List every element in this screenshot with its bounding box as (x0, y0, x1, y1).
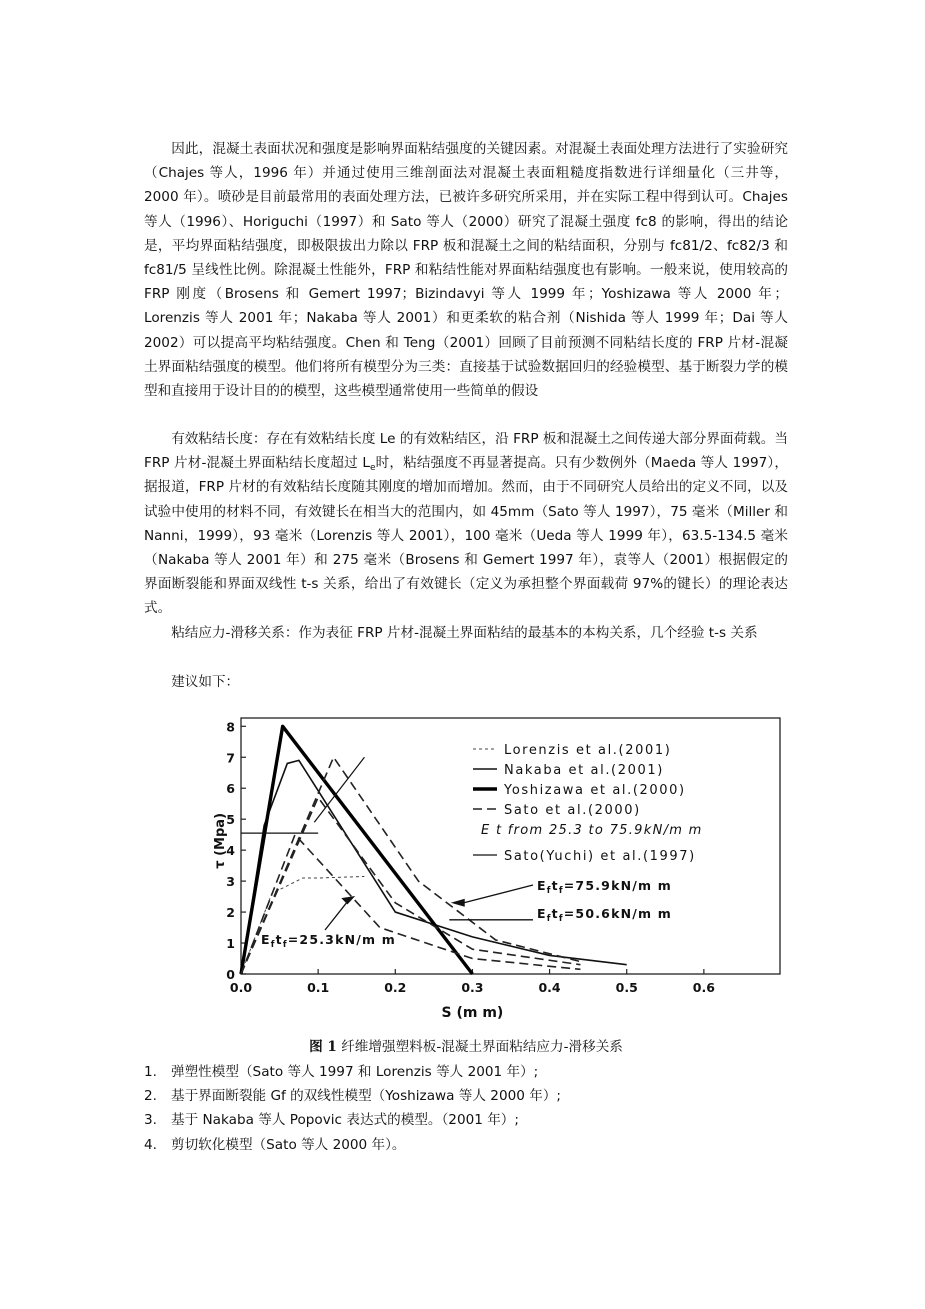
paragraph-bond-slip: 粘结应力-滑移关系：作为表征 FRP 片材-混凝土界面粘结的最基本的本构关系，几个经验 t-s 关系 (171, 625, 758, 641)
list-item (144, 1060, 788, 1084)
annotation-leader (314, 757, 364, 822)
annotation-subscript: f (282, 940, 288, 950)
annotation-subscript: f (546, 886, 552, 896)
x-tick-label: 0.5 (615, 980, 638, 995)
x-tick-label: 0.3 (461, 980, 484, 995)
annotation-text: t (551, 878, 559, 893)
annotation-text: =75.9kN/m m (563, 878, 673, 893)
annotation-text: t (551, 906, 559, 921)
annotation-arrowhead (341, 896, 355, 904)
x-axis-label: S (m m) (441, 1005, 504, 1021)
list-item (144, 1133, 788, 1157)
annotation-label (537, 906, 672, 924)
legend-label: Yoshizawa et al.(2000) (504, 783, 686, 798)
legend-label: Sato et al.(2000) (504, 803, 641, 818)
y-tick-label: 2 (226, 905, 235, 921)
paragraph-surface-condition: 因此，混凝土表面状况和强度是影响界面粘结强度的关键因素。对混凝土表面处理方法进行了实验研究（Chajes 等人，1996 年）并通过使用三维剖面法对混凝土表面粗糙度指数进行详细量化（三井等， 2000 年）。喷砂是目前最常用的表面处理方法，已被许多研究所采用，并在实际工程中得到认可。Chajes 等人（1996）、Horiguchi（1997）和 Sato 等人（2000）研究了混凝土强度 fc8 的影响，得出的结论是，平均界面粘结强度，即极限拔出力除以 FRP 板和混凝土之间的粘结面积，分别与 fc81/2、fc82/3 和 fc81/5 呈线性比例。除混凝土性能外，FRP 和粘结性能对界面粘结强度也有影响。一般来说，使用较高的 FRP 刚度（Brosens 和 Gemert 1997；Bizindavyi 等人 1999 年；Yoshizawa 等人 2000 年；Lorenzis 等人 2001 年；Nakaba 等人 2001）和更柔软的粘合剂（Nishida 等人 1999 年；Dai 等人 2002）可以提高平均粘结强度。Chen 和 Teng（2001）回顾了目前预测不同粘结长度的 FRP 片材-混凝土界面粘结强度的模型。他们将所有模型分为三类：直接基于试验数据回归的经验模型、基于断裂力学的模型和直接用于设计目的的模型，这些模型通常使用一些简单的假设 (144, 141, 788, 400)
y-tick-label: 7 (226, 750, 235, 766)
y-tick-label: 8 (226, 719, 235, 735)
list-item-number: 1. (144, 1064, 157, 1080)
paragraph-effective-bond-length (144, 427, 788, 621)
x-tick-label: 0.1 (307, 980, 330, 995)
legend-label: Sato(Yuchi) et al.(1997) (504, 849, 696, 864)
annotation-subscript: f (546, 914, 552, 924)
p2-text-before: 有效粘结长度：存在有效粘结长度 Le 的有效粘结区，沿 FRP 板和混凝土之间传递大部分界面荷载。当 FRP 片材-混凝土界面粘结长度超过 L (144, 431, 788, 472)
legend-note: E t from 25.3 to 75.9kN/m m (481, 823, 703, 838)
annotation-text: =50.6kN/m m (563, 906, 673, 921)
y-tick-label: 3 (226, 874, 235, 890)
y-tick-label: 6 (226, 781, 235, 797)
p2-subscript: e (369, 463, 376, 474)
figure-caption-text: 纤维增强塑料板-混凝土界面粘结应力-滑移关系 (341, 1039, 623, 1055)
annotation-subscript: f (558, 886, 564, 896)
annotation-text: E (261, 932, 271, 947)
list-item-text: 剪切软化模型（Sato 等人 2000 年）。 (171, 1136, 406, 1153)
list-item-text: 弹塑性模型（Sato 等人 1997 和 Lorenzis 等人 2001 年）; (171, 1064, 539, 1080)
annotation-text: =25.3kN/m m (287, 932, 397, 947)
x-tick-label: 0.2 (384, 980, 407, 995)
model-list (144, 1060, 788, 1157)
annotation-leader (325, 900, 349, 930)
x-tick-label: 0.4 (538, 980, 561, 995)
y-tick-label: 4 (226, 843, 235, 859)
legend-label: Lorenzis et al.(2001) (504, 743, 672, 758)
annotation-label (261, 932, 396, 950)
annotation-text: E (537, 878, 547, 893)
bond-slip-chart (215, 717, 781, 1024)
paragraph-proposed: 建议如下： (171, 674, 240, 690)
annotation-leader (464, 885, 533, 903)
x-tick-label: 0.0 (229, 980, 253, 995)
p2-text-after: 时，粘结强度不再显著提高。只有少数例外（Maeda 等人 1997），据报道，FRP 片材的有效粘结长度随其刚度的增加而增加。然而，由于不同研究人员给出的定义不同，以及试验中使用的材料不同，有效键长在相当大的范围内，如 45mm（Sato 等人 1997），75 毫米（Miller 和 Nanni，1999），93 毫米（Lorenzis 等人 2001），100 毫米（Ueda 等人 1999 年），63.5-134.5 毫米（Nakaba 等人 2001 年）和 275 毫米（Brosens 和 Gemert 1997 年），袁等人（2001）根据假定的界面断裂能和界面双线性 t-s 关系，给出了有效键长（定义为承担整个界面载荷 97%的键长）的理论表达式。 (144, 455, 788, 617)
figure-label: 图 1 (309, 1039, 337, 1055)
y-tick-label: 1 (226, 936, 235, 952)
legend-label: Nakaba et al.(2001) (504, 763, 664, 778)
annotation-arrowhead (451, 899, 465, 907)
list-item-number: 3. (144, 1112, 157, 1129)
list-item-number: 4. (144, 1136, 157, 1153)
list-item-text: 基于界面断裂能 Gf 的双线性模型（Yoshizawa 等人 2000 年）; (171, 1088, 561, 1105)
annotation-subscript: f (270, 940, 276, 950)
y-tick-label: 5 (226, 812, 235, 828)
list-item (144, 1084, 788, 1108)
figure-caption (144, 1036, 788, 1058)
x-tick-label: 0.6 (692, 980, 715, 995)
annotation-text: E (537, 906, 547, 921)
list-item (144, 1108, 788, 1132)
list-item-number: 2. (144, 1088, 157, 1105)
annotation-label (537, 878, 672, 896)
annotation-text: t (275, 932, 283, 947)
y-tick-label: 0 (226, 967, 235, 982)
y-axis-label: τ (Mpa) (213, 812, 228, 869)
annotation-subscript: f (558, 914, 564, 924)
list-item-text: 基于 Nakaba 等人 Popovic 表达式的模型。（2001 年）; (171, 1112, 519, 1129)
